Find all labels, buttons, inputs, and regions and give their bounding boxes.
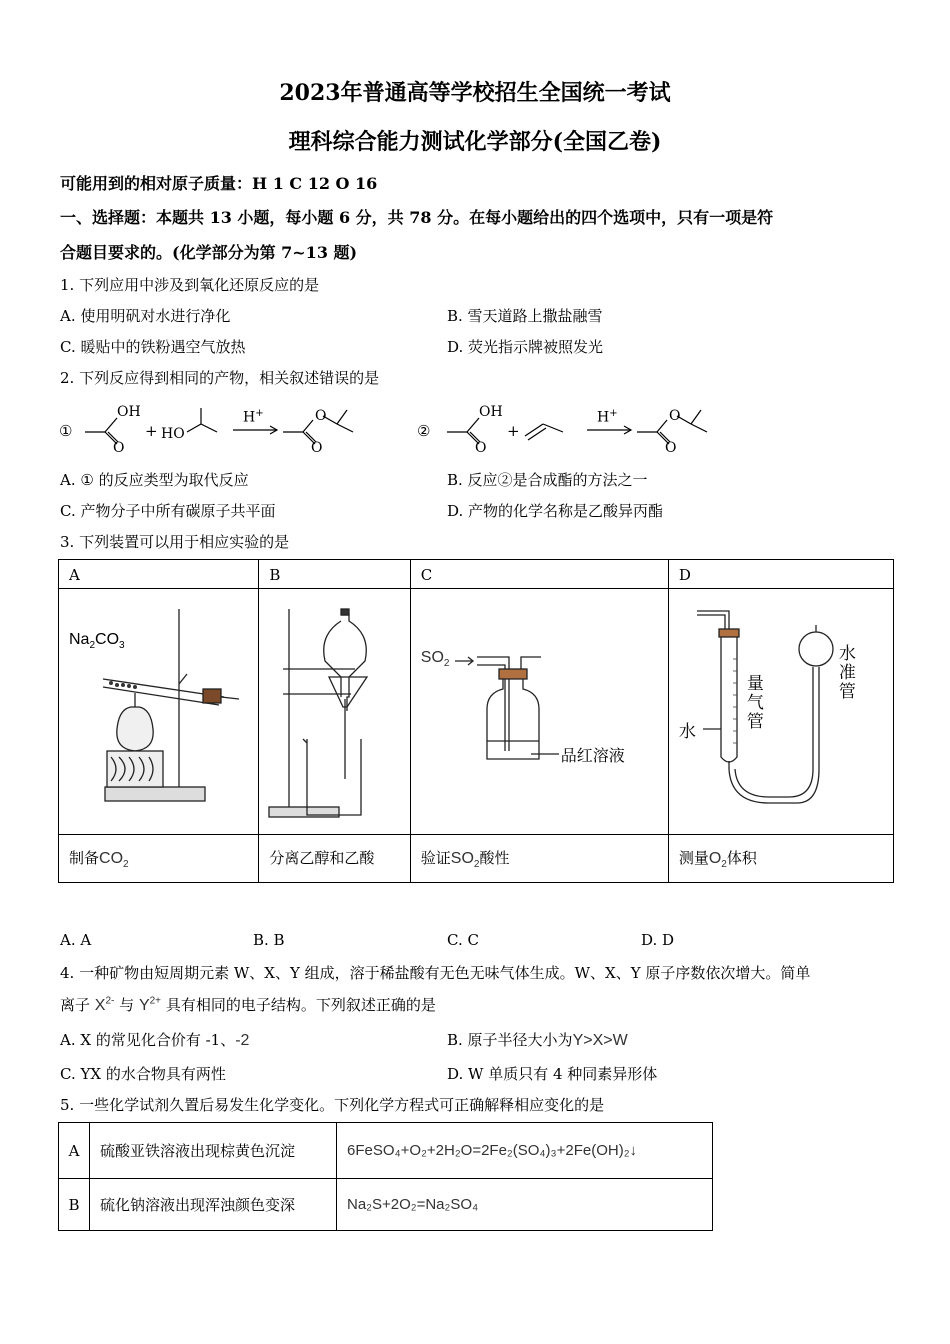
q5-row-a-desc: 硫酸亚铁溶液出现棕黄色沉淀 bbox=[90, 1123, 337, 1179]
q5-table bbox=[58, 1122, 713, 1231]
q3-header-a: A bbox=[59, 560, 259, 589]
q4-stem-line1: 4. 一种矿物由短周期元素 W、X、Y 组成，溶于稀盐酸有无色无味气体生成。W、X、Y 原子序数依次增大。简单 bbox=[60, 964, 811, 982]
q2-r1-plus: + bbox=[145, 422, 158, 440]
q5-row-b bbox=[59, 1179, 713, 1231]
q5-row-b-label: B bbox=[59, 1179, 90, 1231]
q3-figure-c-gas: $SO_2$ bbox=[420, 649, 450, 670]
q1-option-c[interactable]: C. 暖贴中的铁粉遇空气放热 bbox=[60, 338, 246, 356]
q2-option-c[interactable]: C. 产物分子中所有碳原子共平面 bbox=[60, 502, 276, 520]
q2-r2-product-o2: O bbox=[665, 440, 677, 456]
q3-caption-c: 验证$SO_2$酸性 bbox=[410, 835, 668, 883]
q1-option-a[interactable]: A. 使用明矾对水进行净化 bbox=[60, 307, 231, 325]
q3-option-b[interactable]: B. B bbox=[253, 931, 285, 949]
q2-r1-o-label: O bbox=[113, 440, 125, 456]
q3-figure-d-tube: 量气管 bbox=[746, 674, 764, 732]
q3-figure-c bbox=[410, 589, 668, 835]
q2-stem: 2. 下列反应得到相同的产物，相关叙述错误的是 bbox=[60, 369, 380, 387]
q3-header-b: B bbox=[259, 560, 410, 589]
q3-figure-d-level: 水准管 bbox=[838, 644, 856, 702]
q3-figure-c-solution: 品红溶液 bbox=[560, 746, 625, 765]
q3-stem: 3. 下列装置可以用于相应实验的是 bbox=[60, 533, 290, 551]
exam-subtitle: 理科综合能力测试化学部分(全国乙卷) bbox=[288, 129, 662, 155]
q2-option-a[interactable]: A. ① 的反应类型为取代反应 bbox=[60, 471, 249, 489]
q2-r1-ho-label: HO bbox=[161, 426, 185, 442]
q3-header-c: C bbox=[410, 560, 668, 589]
q4-option-a[interactable]: A. X 的常见化合价有 -1、-2 bbox=[60, 1031, 250, 1049]
q3-figure-d bbox=[668, 589, 893, 835]
q3-figure-b bbox=[259, 589, 410, 835]
q3-caption-b: 分离乙醇和乙酸 bbox=[259, 835, 410, 883]
q4-stem-line2: 离子 $X^{2-}$ 与 $Y^{2+}$ 具有相同的电子结构。下列叙述正确的是 bbox=[60, 995, 436, 1014]
q2-r1-product-o2: O bbox=[311, 440, 323, 456]
q3-figure-a bbox=[59, 589, 259, 835]
q2-option-b[interactable]: B. 反应②是合成酯的方法之一 bbox=[447, 471, 648, 489]
q5-row-b-equation: Na₂S+2O₂=Na₂SO₄ bbox=[337, 1179, 713, 1231]
q4-option-c[interactable]: C. YX 的水合物具有两性 bbox=[60, 1065, 226, 1083]
q3-figure-a-label: $Na_2CO_3$ bbox=[69, 631, 125, 652]
section-intro-line2: 合题目要求的。(化学部分为第 7~13 题) bbox=[60, 243, 358, 262]
q2-r2-product-o1: O bbox=[669, 408, 681, 424]
q5-row-a-equation: 6FeSO₄+O₂+2H₂O=2Fe₂(SO₄)₃+2Fe(OH)₂↓ bbox=[337, 1123, 713, 1179]
q5-row-a bbox=[59, 1123, 713, 1179]
q2-r2-oh-label: OH bbox=[479, 404, 503, 420]
q3-header-d: D bbox=[668, 560, 893, 589]
q1-stem: 1. 下列应用中涉及到氧化还原反应的是 bbox=[60, 276, 320, 294]
q2-option-d[interactable]: D. 产物的化学名称是乙酸异丙酯 bbox=[447, 502, 664, 520]
section-intro-line1: 一、选择题：本题共 13 小题，每小题 6 分，共 78 分。在每小题给出的四个选项中，只有一项是符 bbox=[60, 208, 774, 227]
q2-r2-plus: + bbox=[507, 422, 520, 440]
q2-reaction-scheme bbox=[55, 398, 895, 460]
q1-option-b[interactable]: B. 雪天道路上撒盐融雪 bbox=[447, 307, 603, 325]
q4-option-b[interactable]: B. 原子半径大小为Y>X>W bbox=[447, 1031, 628, 1049]
q3-option-d[interactable]: D. D bbox=[641, 931, 675, 949]
q2-r1-catalyst: H+ bbox=[243, 408, 264, 426]
q2-reaction-2-number: ② bbox=[417, 422, 431, 440]
q2-r1-oh-label: OH bbox=[117, 404, 141, 420]
q3-option-c[interactable]: C. C bbox=[447, 931, 479, 949]
q4-option-d[interactable]: D. W 单质只有 4 种同素异形体 bbox=[447, 1065, 658, 1083]
q3-option-a[interactable]: A. A bbox=[60, 931, 92, 949]
q2-r1-product-o1: O bbox=[315, 408, 327, 424]
q2-r2-o-label: O bbox=[475, 440, 487, 456]
q3-apparatus-table bbox=[58, 559, 894, 883]
atomic-mass-note: 可能用到的相对原子质量：H 1 C 12 O 16 bbox=[60, 174, 378, 193]
q5-row-a-label: A bbox=[59, 1123, 90, 1179]
exam-title: 2023年普通高等学校招生全国统一考试 bbox=[279, 80, 671, 106]
q2-r2-catalyst: H+ bbox=[597, 408, 618, 426]
q3-caption-d: 测量$O_2$体积 bbox=[668, 835, 893, 883]
q3-caption-a: 制备$CO_2$ bbox=[59, 835, 259, 883]
q2-reaction-1-number: ① bbox=[59, 422, 73, 440]
q1-option-d[interactable]: D. 荧光指示牌被照发光 bbox=[447, 338, 604, 356]
q3-figure-d-water: 水 bbox=[678, 722, 696, 742]
q5-stem: 5. 一些化学试剂久置后易发生化学变化。下列化学方程式可正确解释相应变化的是 bbox=[60, 1096, 605, 1114]
q5-row-b-desc: 硫化钠溶液出现浑浊颜色变深 bbox=[90, 1179, 337, 1231]
